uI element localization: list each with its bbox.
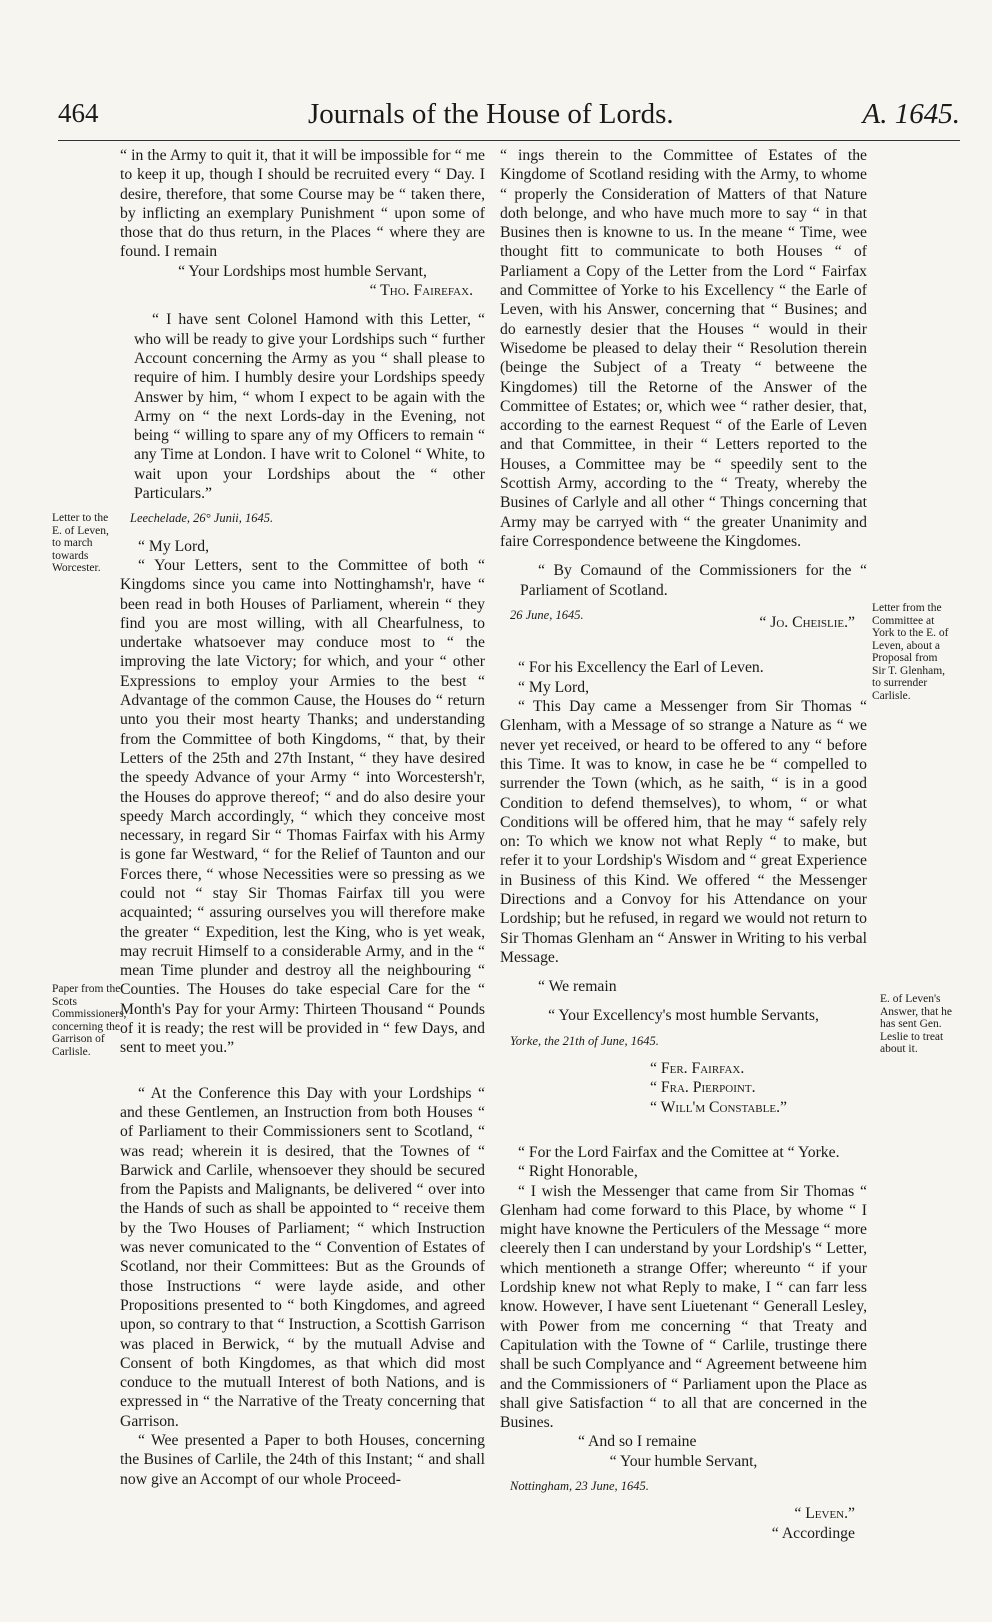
salutation: “ My Lord, [138, 537, 210, 555]
paragraph: “ ings therein to the Committee of Estates of the Kingdome of Scotland residing with the Army, to whome “ properly the Consideration of Matters of that Nature doth belonge, and who have much more to say “ in that Busines then is knowne to us. In the meane “ Time, wee thought fitt to communicate to both Houses “ of Parliament a Copy of the Letter from the Lord “ Fairfax and Committee of Yorke to his Excellency “ the Earle of Leven, with his Answer, concerning that “ Busines; and do earnestly desier that the Houses “ would in their Wisedome be pleased to delay their “ Resolution therein (beinge the Subject of a Treaty “ betweene the Kingdomes) till the Retorne of the Answer of the Committee of Estates; or, which wee “ rather desier, that, according to the earnest Request “ of the Earle of Leven and that Committee, in their “ Letters reported to the Houses, a Committee may be “ speedily sent to the Scottish Army, according to the “ Treaty, whereby the Busines of Carlyle and all other “ Things concerning that Army may be carryed with “ the greater Unanimity and faire Correspondence betweene the Kingdomes. [500, 147, 867, 550]
date-line: 26 June, 1645. [510, 607, 584, 622]
paragraph: “ in the Army to quit it, that it will be impossible for “ me to keep it up, though I should be recruited every “ Day. I desire, therefore, that some Course may be “ taken there, by inflicting an exemplary Punishment “ upon some of those that do thus return, in the Places “ where they are found. I remain [120, 147, 485, 261]
page-year: A. 1645. [862, 98, 960, 130]
signature: “ Leven.” [794, 1505, 855, 1523]
margin-note-leven-letter: Letter to the E. of Leven, to march towards Worcester. [52, 512, 109, 574]
margin-note-scots-paper: Paper from the Scots Commissioners, concerning the Garrison of Carlisle. [52, 983, 127, 1058]
left-column [120, 146, 485, 1489]
running-header [58, 98, 960, 138]
closing-line: “ We remain [538, 978, 617, 996]
catchword: “ Accordinge [771, 1524, 855, 1542]
paragraph: “ By Comaund of the Commissioners for the “ Parliament of Scotland. [520, 562, 867, 599]
paragraph: “ This Day came a Messenger from Sir Thomas “ Glenham, with a Message of so strange a Nature as “ we never yet received, or heard to be offered to any “ before this Time. It was to know, in case he be “ compelled to surrender the Town (which, as he saith, “ is in a good Condition to defend themselves), to whom, “ or what Conditions will be offered him, that he may “ safely rely on: To which we know not what Reply “ to make, but refer it to your Lordship's Wisdom and “ great Experience in Business of this Kind. We offered “ the Messenger Directions and a Convoy for his Attendance on your Lordship; but he refused, in regard we would not return to Sir Thomas Glenham an “ Answer in Writing to his verbal Message. [500, 698, 867, 966]
page-title: Journals of the House of Lords. [308, 98, 674, 130]
date-line: Yorke, the 21th of June, 1645. [510, 1033, 659, 1048]
paragraph: “ Your Letters, sent to the Committee of both “ Kingdoms since you came into Nottinghamsh'r, have “ been read in both Houses of Parliament, wherein “ they find you are most willing, with all Chearfulness, to undertake whatsoever may conduce most to “ the improving the late Victory; for which, and your “ other Expressions to employ your Armies to the best “ Advantage of the common Cause, the Houses do “ return unto you their most hearty Thanks; and understanding from the Committee of both Kingdoms, “ that, by their Letters of the 25th and 27th Instant, “ they have desired the speedy Advance of your Army “ into Worcestersh'r, the Houses do approve thereof; “ and do also desire your speedy March accordingly, “ which they conceive most necessary, in regard Sir “ Thomas Fairfax with his Army is gone far Westward, “ for the Relief of Taunton and our Forces there, “ whose Necessities were so pressing as we could not “ stay Sir Thomas Fairfax till you were acquainted; “ assuring ourselves you will therefore make the greater “ Expedition, lest the King, who is yet weak, may recruit Himself to a considerable Army, and in the “ mean Time plunder and destroy all the neighbouring “ Counties. The Houses do take especial Care for the “ Month's Pay for your Army: Thirteen Thousand “ Pounds of it is ready; the rest will be provided in “ few Days, and sent to meet you.” [120, 556, 485, 1057]
salutation: “ Right Honorable, [518, 1163, 638, 1181]
closing-line: “ And so I remaine [578, 1433, 697, 1451]
paragraph: “ Wee presented a Paper to both Houses, concerning the Busines of Carlile, the 24th of this Instant; “ and shall now give an Accompt of our whole Proceed- [120, 1432, 485, 1488]
salutation: “ My Lord, [518, 678, 590, 696]
margin-note-york-letter: Letter from the Committee at York to the E. of Leven, about a Proposal from Sir T. Glenham, to surrender Carlisle. [872, 602, 949, 702]
address-line: “ For the Lord Fairfax and the Comittee at “ Yorke. [518, 1143, 840, 1161]
closing-line: “ Your Lordships most humble Servant, [178, 262, 427, 280]
paragraph: “ I wish the Messenger that came from Sir Thomas “ Glenham had come forward to this Place, by whome “ I might have knowne the Perticulers of the Message “ more cleerely then I can understand by your Lordship's “ Letter, which mentioneth a strange Offer; whereunto “ if your Lordship knew not what Reply to make, I “ can farr less know. However, I have sent Liuetenant “ Generall Lesley, with Power from me concerning “ that Treaty and Capitulation with the Towne of “ Carlile, trustinge there shall be such Complyance and “ Agreement betweene him and the Commissioners of “ Parliament upon the Place as shall give Satisfaction “ to all that are concerned in the Busines. [500, 1182, 867, 1432]
paragraph: “ At the Conference this Day with your Lordships “ and these Gentlemen, an Instruction from both Houses “ of Parliament to their Commissioners sent to Scotland, “ was read; wherein it is desired, that the Townes of “ Barwick and Carlile, whensoever they should be secured from the Papists and Malignants, be delivered “ over into the Hands of such as shall be appointed to “ receive them by the Two Houses of Parliament; “ which Instruction was never comunicated to the “ Convention of Estates of Scotland, nor their Committees: But as the Grounds of those Instructions “ were layde aside, and other Propositions presented to “ both Kingdomes, and agreed upon, so contrary to that “ Instruction, a Scottish Garrison was placed in Berwick, “ by the mutuall Advise and Consent of both Kingdomes, as that which did most conduce to the mutuall Interest of both Nations, and is expressed in “ the Narrative of the Treaty concerning that Garrison. [120, 1084, 485, 1430]
signature: “ Jo. Cheislie.” [759, 614, 855, 632]
date-line: Nottingham, 23 June, 1645. [510, 1479, 649, 1493]
paragraph: “ I have sent Colonel Hamond with this Letter, “ who will be ready to give your Lordships such “ further Account concerning the Army as you “ shall please to require of him. I humbly desire your Lordships speedy Answer by him, “ whom I expect to be again with the Army on “ the next Lords-day in the Evening, not being “ willing to spare any of my Officers to remain “ any Time at London. I have writ to Colonel “ White, to wait upon your Lordships about the “ other Particulars.” [134, 311, 485, 503]
header-rule [58, 140, 960, 141]
closing-line: “ Your Excellency's most humble Servants, [548, 1007, 819, 1025]
signature: “ Fra. Pierpoint. [650, 1079, 756, 1097]
signature: “ Fer. Fairfax. [650, 1060, 745, 1078]
margin-note-leven-answer: E. of Leven's Answer, that he has sent Gen. Leslie to treat about it. [880, 993, 953, 1055]
signature: “ Will'm Constable.” [650, 1098, 787, 1116]
right-column [500, 146, 867, 1543]
address-line: “ For his Excellency the Earl of Leven. [518, 659, 764, 677]
closing-line: “ Your humble Servant, [609, 1452, 758, 1470]
signature: “ Tho. Fairefax. [369, 282, 473, 300]
page-number: 464 [58, 98, 99, 128]
date-line: Leechelade, 26° Junii, 1645. [130, 511, 274, 526]
